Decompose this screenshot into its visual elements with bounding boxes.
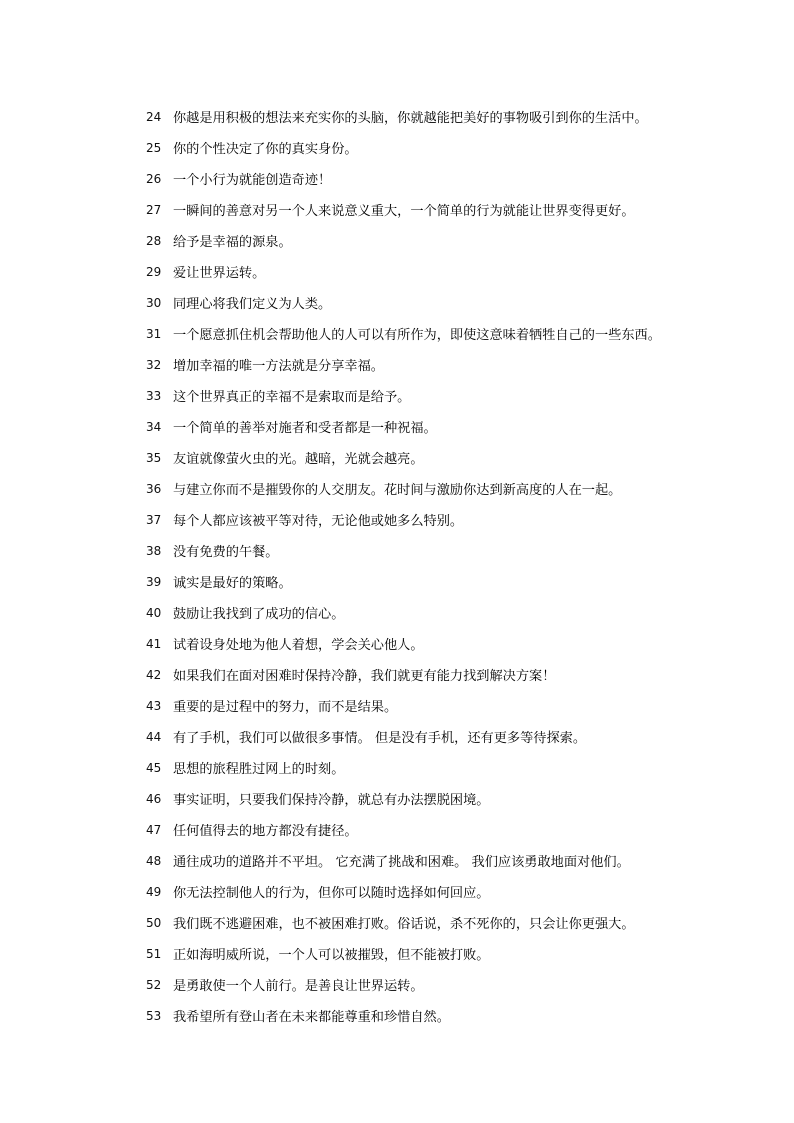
text-line xyxy=(146,504,746,535)
line-number: 39 xyxy=(146,574,162,589)
line-text: 通往成功的道路并不平坦。 它充满了挑战和困难。 我们应该勇敢地面对他们。 xyxy=(173,855,630,870)
line-text: 友谊就像萤火虫的光。越暗，光就会越亮。 xyxy=(173,452,424,467)
line-text: 这个世界真正的幸福不是索取而是给予。 xyxy=(173,390,411,405)
text-line xyxy=(146,132,746,163)
line-number: 38 xyxy=(146,543,162,558)
text-line xyxy=(146,1000,746,1031)
line-number: 40 xyxy=(146,605,162,620)
line-text: 爱让世界运转。 xyxy=(173,266,266,281)
text-line xyxy=(146,225,746,256)
line-text: 诚实是最好的策略。 xyxy=(173,576,292,591)
line-text: 同理心将我们定义为人类。 xyxy=(173,297,332,312)
line-text: 给予是幸福的源泉。 xyxy=(173,235,292,250)
text-line xyxy=(146,721,746,752)
line-text: 试着设身处地为他人着想，学会关心他人。 xyxy=(173,638,424,653)
line-text: 任何值得去的地方都没有捷径。 xyxy=(173,824,358,839)
line-number: 32 xyxy=(146,357,162,372)
numbered-line-list xyxy=(146,101,746,1031)
text-line xyxy=(146,845,746,876)
line-text: 有了手机，我们可以做很多事情。 但是没有手机，还有更多等待探索。 xyxy=(173,731,587,746)
line-text: 你的个性决定了你的真实身份。 xyxy=(173,142,358,157)
line-text: 是勇敢使一个人前行。是善良让世界运转。 xyxy=(173,979,424,994)
text-line xyxy=(146,814,746,845)
line-text: 一瞬间的善意对另一个人来说意义重大，一个简单的行为就能让世界变得更好。 xyxy=(173,204,635,219)
text-line xyxy=(146,256,746,287)
line-text: 一个简单的善举对施者和受者都是一种祝福。 xyxy=(173,421,437,436)
line-number: 46 xyxy=(146,791,162,806)
text-line xyxy=(146,938,746,969)
line-number: 36 xyxy=(146,481,162,496)
text-line xyxy=(146,473,746,504)
text-line xyxy=(146,969,746,1000)
line-number: 44 xyxy=(146,729,162,744)
text-line xyxy=(146,442,746,473)
line-number: 49 xyxy=(146,884,162,899)
text-line xyxy=(146,628,746,659)
line-number: 30 xyxy=(146,295,162,310)
line-number: 41 xyxy=(146,636,162,651)
text-line xyxy=(146,194,746,225)
line-text: 你越是用积极的想法来充实你的头脑，你就越能把美好的事物吸引到你的生活中。 xyxy=(173,111,648,126)
line-number: 28 xyxy=(146,233,162,248)
line-text: 我希望所有登山者在未来都能尊重和珍惜自然。 xyxy=(173,1010,450,1025)
text-line xyxy=(146,535,746,566)
line-text: 没有免费的午餐。 xyxy=(173,545,279,560)
text-line xyxy=(146,659,746,690)
text-line xyxy=(146,287,746,318)
line-number: 24 xyxy=(146,109,162,124)
line-text: 每个人都应该被平等对待，无论他或她多么特别。 xyxy=(173,514,464,529)
line-number: 29 xyxy=(146,264,162,279)
line-text: 我们既不逃避困难，也不被困难打败。俗话说，杀不死你的，只会让你更强大。 xyxy=(173,917,635,932)
line-number: 35 xyxy=(146,450,162,465)
text-line xyxy=(146,380,746,411)
line-number: 34 xyxy=(146,419,162,434)
line-number: 26 xyxy=(146,171,162,186)
text-line xyxy=(146,163,746,194)
line-number: 52 xyxy=(146,977,162,992)
line-text: 思想的旅程胜过网上的时刻。 xyxy=(173,762,345,777)
line-number: 48 xyxy=(146,853,162,868)
text-line xyxy=(146,411,746,442)
text-line xyxy=(146,783,746,814)
text-line xyxy=(146,690,746,721)
line-number: 42 xyxy=(146,667,162,682)
line-number: 51 xyxy=(146,946,162,961)
line-text: 一个小行为就能创造奇迹！ xyxy=(173,173,332,188)
line-number: 50 xyxy=(146,915,162,930)
line-text: 正如海明威所说，一个人可以被摧毁，但不能被打败。 xyxy=(173,948,490,963)
line-number: 43 xyxy=(146,698,162,713)
line-text: 增加幸福的唯一方法就是分享幸福。 xyxy=(173,359,384,374)
line-number: 47 xyxy=(146,822,162,837)
text-line xyxy=(146,318,746,349)
line-number: 25 xyxy=(146,140,162,155)
text-line xyxy=(146,907,746,938)
line-text: 一个愿意抓住机会帮助他人的人可以有所作为，即使这意味着牺牲自己的一些东西。 xyxy=(173,328,661,343)
line-number: 33 xyxy=(146,388,162,403)
line-number: 31 xyxy=(146,326,162,341)
text-line xyxy=(146,752,746,783)
line-text: 重要的是过程中的努力，而不是结果。 xyxy=(173,700,398,715)
text-line xyxy=(146,597,746,628)
line-number: 37 xyxy=(146,512,162,527)
line-number: 45 xyxy=(146,760,162,775)
line-number: 27 xyxy=(146,202,162,217)
line-number: 53 xyxy=(146,1008,162,1023)
line-text: 鼓励让我找到了成功的信心。 xyxy=(173,607,345,622)
line-text: 你无法控制他人的行为，但你可以随时选择如何回应。 xyxy=(173,886,490,901)
text-line xyxy=(146,101,746,132)
text-line xyxy=(146,876,746,907)
line-text: 事实证明，只要我们保持冷静，就总有办法摆脱困境。 xyxy=(173,793,490,808)
text-line xyxy=(146,566,746,597)
line-text: 与建立你而不是摧毁你的人交朋友。花时间与激励你达到新高度的人在一起。 xyxy=(173,483,622,498)
line-text: 如果我们在面对困难时保持冷静，我们就更有能力找到解决方案！ xyxy=(173,669,556,684)
text-line xyxy=(146,349,746,380)
